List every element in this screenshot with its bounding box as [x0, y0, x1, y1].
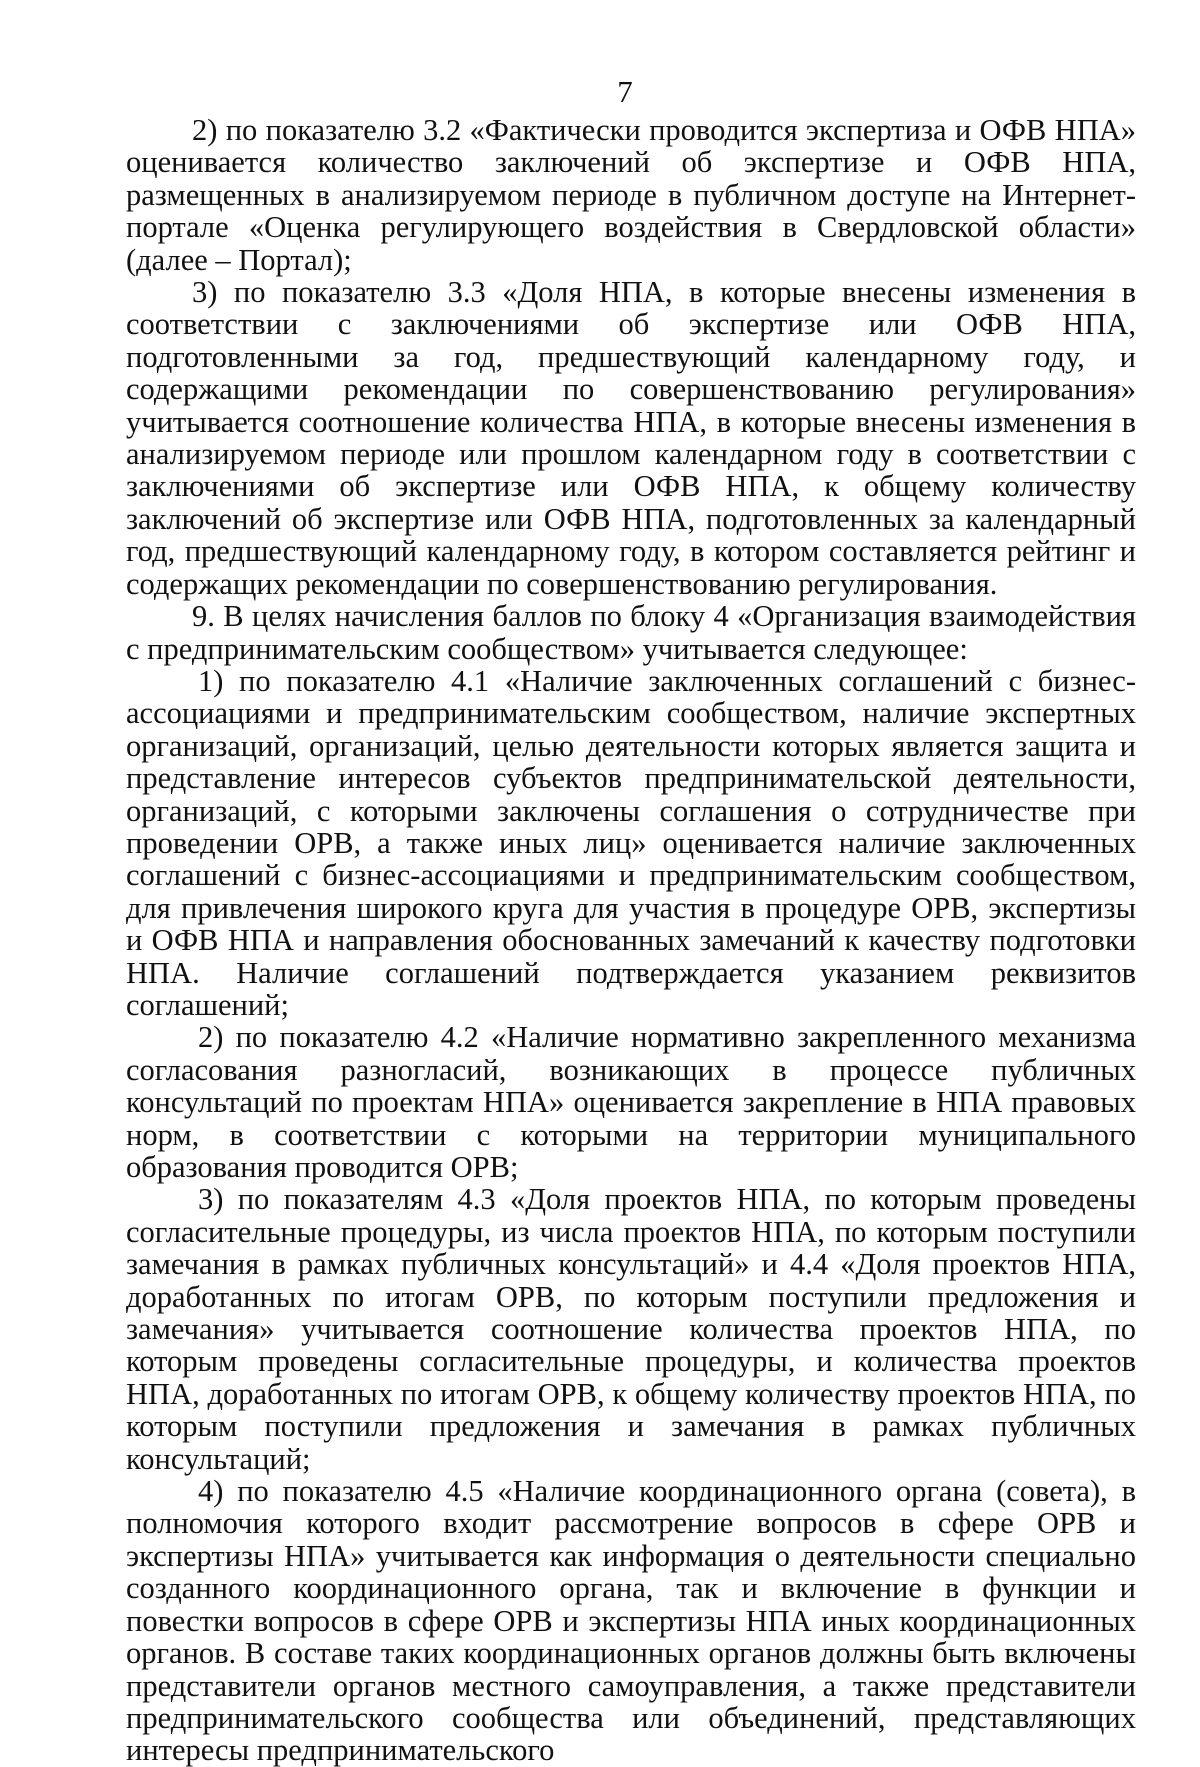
paragraph-3-2: 2) по показателю 3.2 «Фактически проводится экспертиза и ОФВ НПА» оценивается количество заключений об экспертизе и ОФВ НПА, размещенных в анализируемом периоде в публичном доступе на Интернет-портале «Оценка регулирующего воздействия в Свердловской области» (далее – Портал);: [126, 113, 1136, 277]
paragraph-4-1: 1) по показателю 4.1 «Наличие заключенных соглашений с бизнес-ассоциациями и предпринимательским сообществом, наличие экспертных организаций, организаций, целью деятельности которых является защита и представление интересов субъектов предпринимательской деятельности, организаций, с которыми заключены соглашения о сотрудничестве при проведении ОРВ, а также иных лиц» оценивается наличие заключенных соглашений с бизнес-ассоциациями и предпринимательским сообществом, для привлечения широкого круга для участия в процедуре ОРВ, экспертизы и ОФВ НПА и направления обоснованных замечаний к качеству подготовки НПА. Наличие соглашений подтверждается указанием реквизитов соглашений;: [126, 663, 1136, 1022]
paragraph-4-5: 4) по показателю 4.5 «Наличие координационного органа (совета), в полномочия которого входит рассмотрение вопросов в сфере ОРВ и экспертизы НПА» учитывается как информация о деятельности специально созданного координационного органа, так и включение в функции и повестки вопросов в сфере ОРВ и экспертизы НПА иных координационных органов. В составе таких координационных органов должны быть включены представители органов местного самоуправления, а также представители предпринимательского сообщества или объединений, представляющих интересы предпринимательского: [126, 1474, 1136, 1767]
paragraph-4-2: 2) по показателю 4.2 «Наличие нормативно закрепленного механизма согласования разногласий, возникающих в процессе публичных консультаций по проектам НПА» оценивается закрепление в НПА правовых норм, в соответствии с которыми на территории муниципального образования проводится ОРВ;: [126, 1020, 1136, 1184]
paragraph-4-3-4-4: 3) по показателям 4.3 «Доля проектов НПА, по которым проведены согласительные процедуры, из числа проектов НПА, по которым поступили замечания в рамках публичных консультаций» и 4.4 «Доля проектов НПА, доработанных по итогам ОРВ, по которым поступили предложения и замечания» учитывается соотношение количества проектов НПА, по которым проведены согласительные процедуры, и количества проектов НПА, доработанных по итогам ОРВ, к общему количеству проектов НПА, по которым поступили предложения и замечания в рамках публичных консультаций;: [126, 1182, 1136, 1476]
paragraph-3-3: 3) по показателю 3.3 «Доля НПА, в которые внесены изменения в соответствии с заключениями об экспертизе или ОФВ НПА, подготовленными за год, предшествующий календарному году, и содержащими рекомендации по совершенствованию регулирования» учитывается соотношение количества НПА, в которые внесены изменения в анализируемом периоде или прошлом календарном году в соответствии с заключениями об экспертизе или ОФВ НПА, к общему количеству заключений об экспертизе или ОФВ НПА, подготовленных за календарный год, предшествующий календарному году, в котором составляется рейтинг и содержащих рекомендации по совершенствованию регулирования.: [126, 275, 1136, 601]
paragraph-section-9: 9. В целях начисления баллов по блоку 4 «Организация взаимодействия с предпринимательским сообществом» учитывается следующее:: [126, 599, 1136, 666]
page-number: 7: [617, 74, 633, 109]
document-body: [126, 114, 1136, 1767]
